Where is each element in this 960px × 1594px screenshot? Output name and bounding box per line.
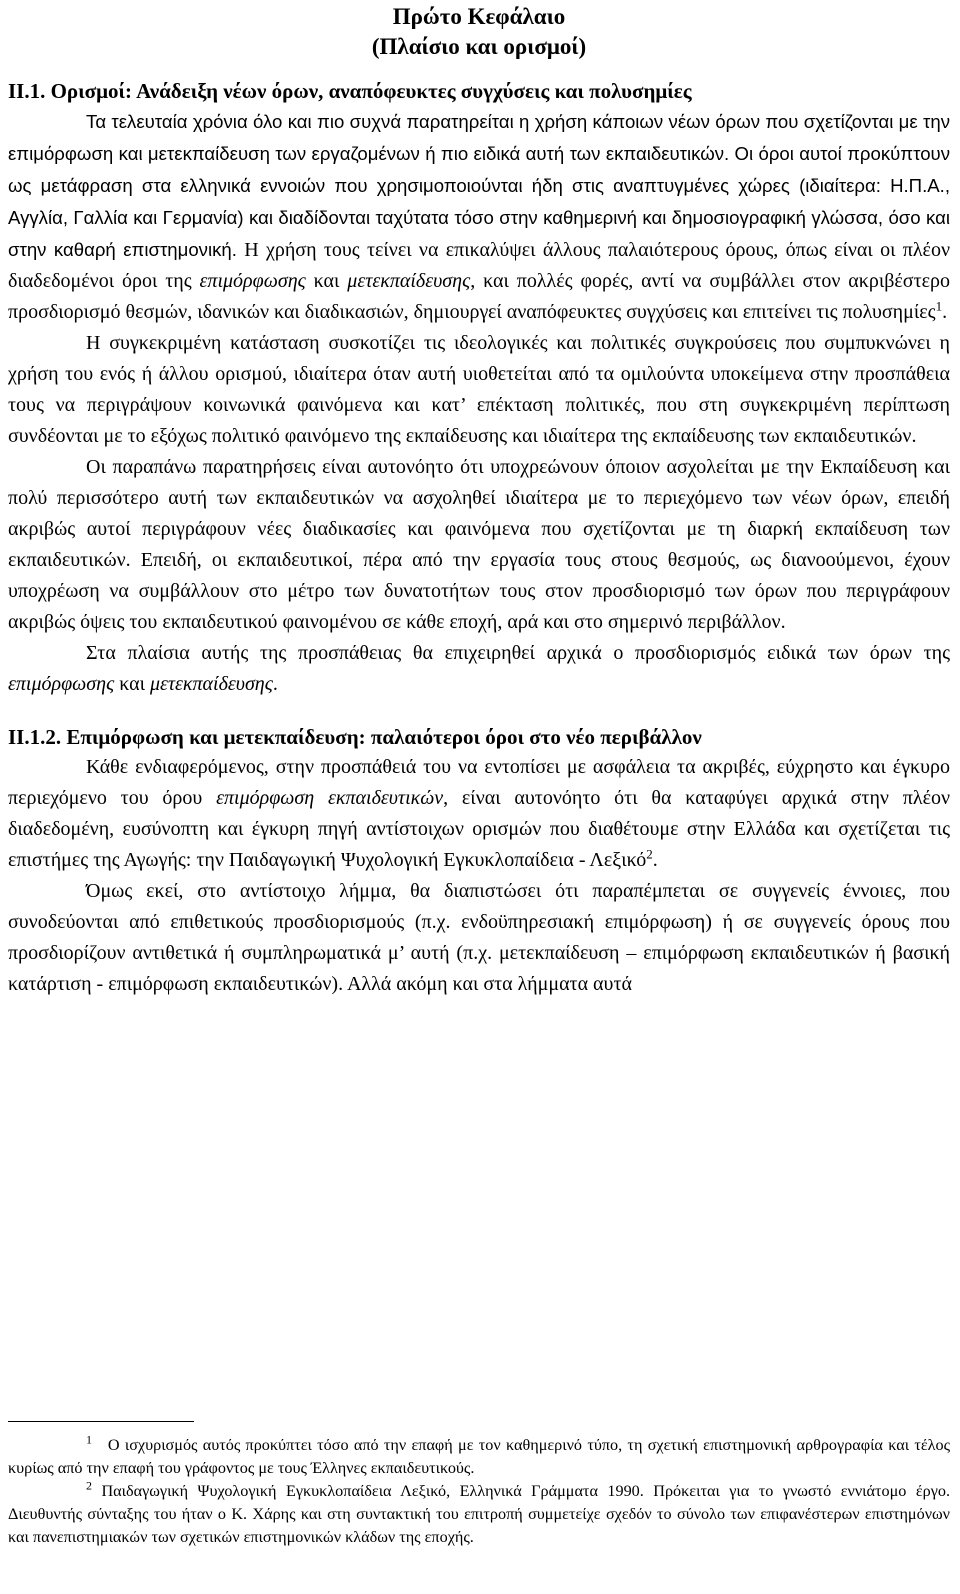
term-epimorfosis-2: επιμόρφωσης: [8, 673, 115, 695]
term-epimorfosi-ekpaideftikon: επιμόρφωση εκπαιδευτικών: [216, 787, 444, 809]
paragraph-2-1-text-b: , είναι αυτονόητο ότι θα καταφύγει αρχικά στην πλέον διαδεδομένη, ευσύνοπτη και έγκυρη πηγή αντίστοιχων ορισμών που διαθέτουμε στην Ελλάδα και σχετίζεται τις επιστήμες της Αγωγής: την Παιδαγωγική Ψυχολογική Εγκυκλοπαίδεια - Λεξικό: [8, 787, 951, 871]
paragraph-1-4-end: .: [272, 673, 278, 695]
chapter-header: [8, 0, 950, 62]
section-heading-1: ΙΙ.1. Ορισμοί: Ανάδειξη νέων όρων, αναπόφευκτες συγχύσεις και πολυσημίες: [8, 79, 692, 103]
term-metekpaidefsi: μετεκπαίδευσης: [347, 270, 471, 292]
term-epimorfosi: επιμόρφωσης: [199, 270, 306, 292]
footnote-ref-2[interactable]: 2: [646, 846, 653, 862]
paragraph-2-2: Όμως εκεί, στο αντίστοιχο λήμμα, θα διαπιστώσει ότι παραπέμπεται σε συγγενείς έννοιες, που συνοδεύονται από επιθετικούς προσδιορισμούς (π.χ. ενδοϋπηρεσιακή επιμόρφωση) ή σε συγγενείς όρους που προσδιορίζουν αντιθετικά ή συμπληρωματικά μ’ αυτή (π.χ. μετεκπαίδευση – επιμόρφωση εκπαιδευτικών ή βασική κατάρτιση - επιμόρφωση εκπαιδευτικών). Αλλά ακόμη και στα λήμματα αυτά: [8, 880, 950, 995]
paragraph-2-1-text-a: Κάθε ενδιαφερόμενος, στην προσπάθειά του να εντοπίσει με ασφάλεια τα ακριβές, εύχρηστο και έγκυρο περιεχόμενο του όρου: [8, 756, 950, 809]
footnote-text-2: Παιδαγωγική Ψυχολογική Εγκυκλοπαίδεια Λεξικό, Ελληνικά Γράμματα 1990. Πρόκειται για το γνωστό εννιάτομο έργο. Διευθυντής σύνταξης του ήταν ο Κ. Χάρης και στη συντακτική του επιτροπή συμμετείχε σχεδόν το σύνολο των επιφανέστερων επιστημόνων και πανεπιστημιακών των σχετικών επιστημονικών κλάδων της εποχής.: [8, 1482, 951, 1546]
term-metekpaidefsis-2: μετεκπαίδευσης: [149, 673, 273, 695]
section-heading-2: ΙΙ.1.2. Επιμόρφωση και μετεκπαίδευση: παλαιότεροι όροι στο νέο περιβάλλον: [8, 725, 702, 749]
footnotes-area: [8, 1421, 950, 1549]
paragraph-1-1-text-b: Η χρήση τους τείνει να επικαλύψει άλλους παλαιότερους όρους, όπως είναι οι πλέον διαδεδομένοι όροι της: [8, 239, 950, 292]
paragraph-1-1: [8, 106, 950, 328]
paragraph-2-1: [8, 752, 950, 876]
paragraph-1-1-text-c: και: [305, 270, 348, 292]
chapter-subtitle: (Πλαίσιο και ορισμοί): [371, 34, 587, 59]
footnote-1: [8, 1434, 950, 1480]
footnote-mark-1: 1: [86, 1432, 92, 1447]
paragraph-1-3: Οι παραπάνω παρατηρήσεις είναι αυτονόητο ότι υποχρεώνουν όποιον ασχολείται με την Εκπαίδευση και πολύ περισσότερο αυτή των εκπαιδευτικών να ασχοληθεί ιδιαίτερα με το περιεχόμενο των νέων όρων, επειδή ακριβώς αυτοί περιγράφουν νέες διαδικασίες και φαινόμενα που σχετίζονται με τη διαρκή εκπαίδευση των εκπαιδευτικών. Επειδή, οι εκπαιδευτικοί, πέρα από την εργασία τους στους θεσμούς, ως διανοούμενοι, έχουν υποχρέωση να συμβάλλουν στο μέτρο των δυνατοτήτων τους στον προσδιορισμό των όρων που περιγράφουν ακριβώς όψεις του εκπαιδευτικού φαινομένου σε κάθε εποχή, αρά και στο σημερινό περιβάλλον.: [8, 456, 950, 633]
footnote-separator: [8, 1421, 194, 1422]
footnote-ref-1[interactable]: 1: [935, 298, 943, 314]
paragraph-2-1-end: .: [652, 849, 658, 871]
footnote-mark-2: 2: [86, 1478, 92, 1493]
footnote-text-1: Ο ισχυρισμός αυτός προκύπτει τόσο από την επαφή με τον καθημερινό τύπο, τη σχετική επιστημονική αρθρογραφία και τέλος κυρίως από την επαφή του γράφοντος με τους Έλληνες εκπαιδευτικούς.: [8, 1436, 950, 1477]
paragraph-1-4-text-a: Στα πλαίσια αυτής της προσπάθειας θα επιχειρηθεί αρχικά ο προσδιορισμός ειδικά των όρων της: [86, 642, 950, 664]
paragraph-1-1-end: .: [942, 301, 948, 323]
paragraph-1-1-sans-text: Τα τελευταία χρόνια όλο και πιο συχνά παρατηρείται η χρήση κάποιων νέων όρων που σχετίζονται με την επιμόρφωση και μετεκπαίδευση των εργαζομένων ή πιο ειδικά αυτή των εκπαιδευτικών. Οι όροι αυτοί προκύπτουν ως μετάφραση στα ελληνικά εννοιών που χρησιμοποιούνται ήδη στις αναπτυγμένες χώρες (ιδιαίτερα: Η.Π.Α., Αγγλία, Γαλλία και Γερμανία) και διαδίδονται ταχύτατα τόσο στην καθημερινή και δημοσιογραφική γλώσσα, όσο και στην καθαρή επιστημονική.: [8, 111, 950, 260]
paragraph-1-2: Η συγκεκριμένη κατάσταση συσκοτίζει τις ιδεολογικές και πολιτικές συγκρούσεις που συμπυκνώνει η χρήση του ενός ή άλλου ορισμού, ιδιαίτερα όταν αυτή υιοθετείται από τα ομιλούντα υποκείμενα στην προσπάθεια τους να περιγράψουν κοινωνικά φαινόμενα και κατ’ επέκταση πολιτικές, που στη συγκεκριμένη περίπτωση συνδέονται με το εξόχως πολιτικό φαινόμενο της εκπαίδευσης και ιδιαίτερα της εκπαίδευσης των εκπαιδευτικών.: [8, 332, 950, 447]
paragraph-1-4-text-b: και: [114, 673, 150, 695]
paragraph-1-1-text-d: , και πολλές φορές, αντί να συμβάλλει στον ακριβέστερο προσδιορισμό θεσμών, ιδανικών και διαδικασιών, δημιουργεί αναπόφευκτες συγχύσεις και επιτείνει τις πολυσημίες: [8, 270, 951, 323]
footnote-2: [8, 1480, 950, 1549]
paragraph-1-4: [8, 638, 950, 700]
chapter-title: Πρώτο Κεφάλαιο: [392, 4, 566, 29]
